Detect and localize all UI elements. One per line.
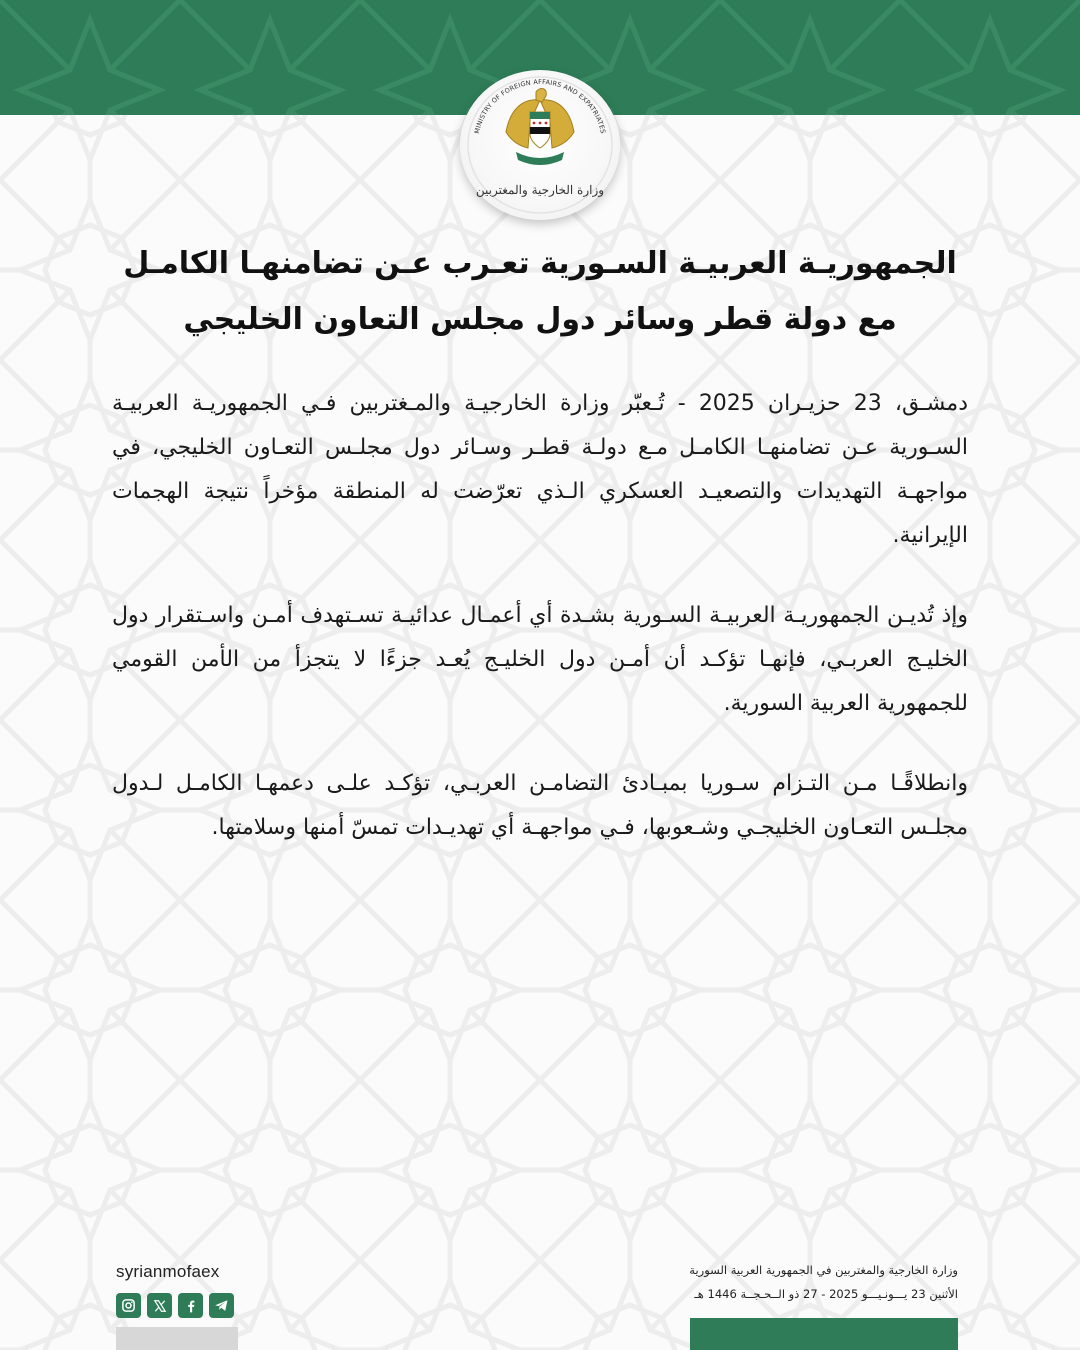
instagram-button[interactable] [116,1293,141,1318]
statement-body [112,382,968,850]
social-handle: syrianmofaex [116,1262,220,1281]
ministry-seal [455,70,625,220]
seal-english-text: MINISTRY OF FOREIGN AFFAIRS AND EXPATRIATES [472,77,608,135]
facebook-icon [184,1298,198,1314]
footer-grey-bar [116,1327,238,1350]
x-icon [153,1299,167,1313]
instagram-icon [121,1298,136,1313]
paragraph-2: وإذ تُديـن الجمهوريـة العربيـة السـورية بشـدة أي أعمـال عدائيـة تسـتهدف أمـن واسـتقرار دول الخليـج العربـي، فإنهـا تؤكـد أن أمـن دول الخليـج يُعـد جزءًا لا يتجزأ من الأمن القومي للجمهورية العربية السورية. [112,603,968,716]
social-icons [116,1293,316,1318]
footer-green-bar [690,1318,958,1350]
x-button[interactable] [147,1293,172,1318]
headline-line-2: مع دولة قطر وسائر دول مجلس التعاون الخليجي [183,302,897,337]
social-block [116,1262,316,1318]
ministry-name: وزارة الخارجية والمغتربين في الجمهورية العربية السورية [689,1263,958,1277]
seal-arabic-text: وزارة الخارجية والمغتربين [475,183,605,197]
paragraph-1: دمشـق، 23 حزيـران 2025 - تُـعبّر وزارة الخارجيـة والمـغتربين فـي الجمهوريـة العربيـة السـورية عـن تضامنهـا الكامـل مـع دولـة قطـر وسـائر دول مجلـس التعـاون الخليجي، في مواجهـة التهديدات والتصعيـد العسكري الـذي تعرّضت له المنطقة مؤخراً نتيجة الهجمات الإيرانية. [112,391,969,548]
facebook-button[interactable] [178,1293,203,1318]
telegram-button[interactable] [209,1293,234,1318]
footer-meta [560,1258,958,1306]
telegram-icon [214,1298,229,1313]
headline-line-1: الجمهوريـة العربيـة السـورية تعـرب عـن تضامنهـا الكامـل [123,246,957,281]
headline [112,236,968,348]
main-content [112,236,968,1236]
eagle-emblem-icon [460,70,620,220]
paragraph-3: وانطلاقًـا مـن التـزام سـوريا بمبـادئ التضامـن العربـي، تؤكـد علـى دعمهـا الكامـل لـدول مجلـس التعـاون الخليجـي وشـعوبها، فـي مواجهـة أي تهديـدات تمسّ أمنها وسلامتها. [112,771,968,840]
publication-date: الأثنين 23 يـــونـيـــو 2025 - 27 ذو الــحـجــة 1446 هـ [694,1287,958,1301]
